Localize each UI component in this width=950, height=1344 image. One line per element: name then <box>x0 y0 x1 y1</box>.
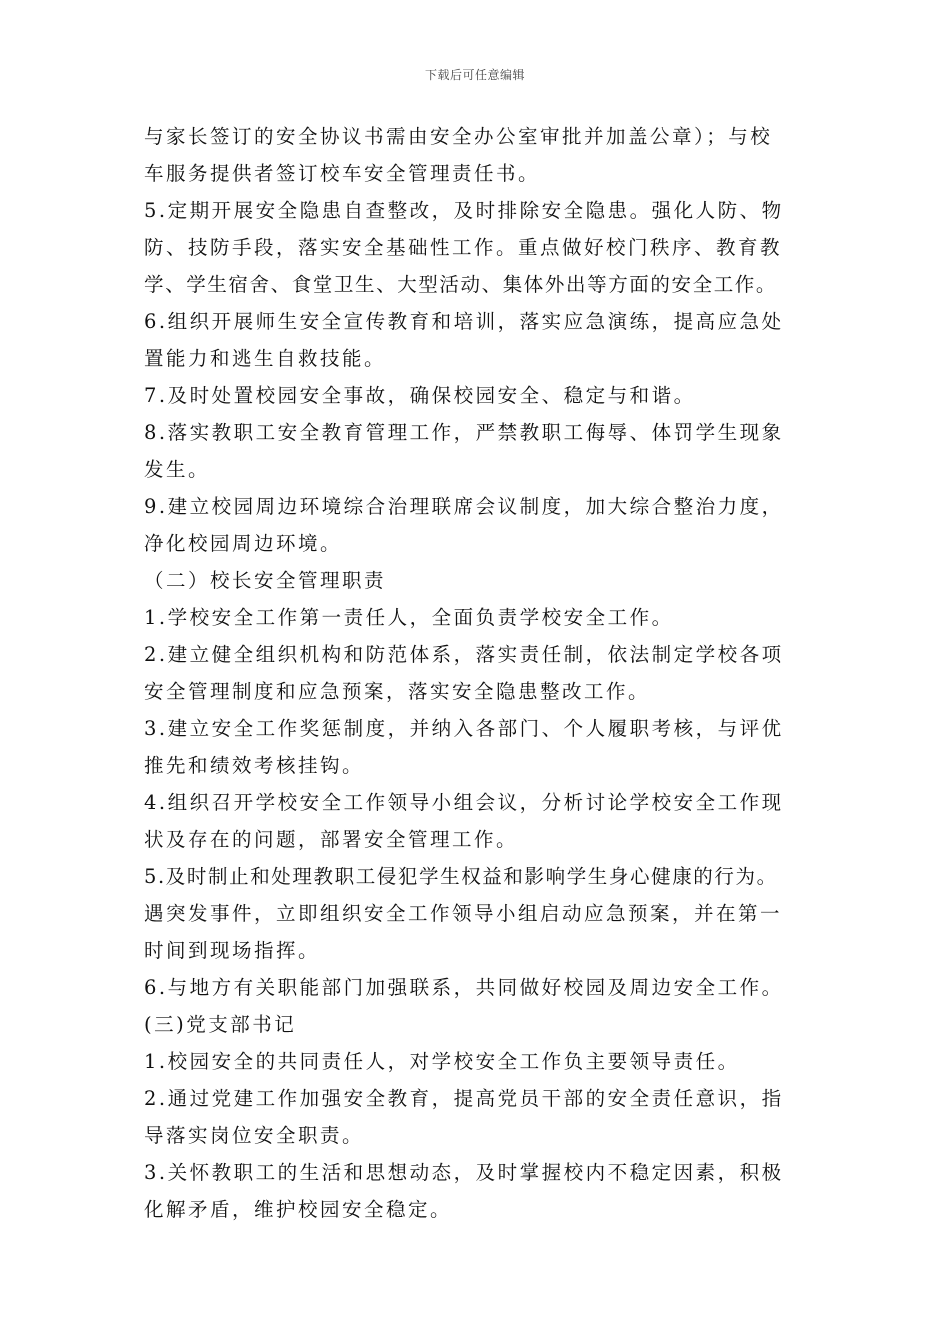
text-line: 导落实岗位安全职责。 <box>144 1124 365 1147</box>
text-line: 1.校园安全的共同责任人，对学校安全工作负主要领导责任。 <box>144 1050 740 1073</box>
text-line: 车服务提供者签订校车安全管理责任书。 <box>144 162 541 185</box>
text-line: 2.建立健全组织机构和防范体系，落实责任制，依法制定学校各项 <box>144 643 784 666</box>
section-heading: (三)党支部书记 <box>144 1013 297 1036</box>
text-line: 8.落实教职工安全教育管理工作，严禁教职工侮辱、体罚学生现象 <box>144 421 784 444</box>
text-line: 6.组织开展师生安全宣传教育和培训，落实应急演练，提高应急处 <box>144 310 784 333</box>
text-line: 9.建立校园周边环境综合治理联席会议制度，加大综合整治力度， <box>144 495 784 518</box>
text-line: 3.建立安全工作奖惩制度，并纳入各部门、个人履职考核，与评优 <box>144 717 784 740</box>
text-line: 与家长签订的安全协议书需由安全办公室审批并加盖公章）；与校 <box>144 125 773 148</box>
text-line: 5.定期开展安全隐患自查整改，及时排除安全隐患。强化人防、物 <box>144 199 784 222</box>
text-line: 净化校园周边环境。 <box>144 532 343 555</box>
text-line: 3.关怀教职工的生活和思想动态，及时掌握校内不稳定因素，积极 <box>144 1161 784 1184</box>
text-line: 遇突发事件，立即组织安全工作领导小组启动应急预案，并在第一 <box>144 902 783 925</box>
text-line: 置能力和逃生自救技能。 <box>144 347 387 370</box>
text-line: 推先和绩效考核挂钩。 <box>144 754 365 777</box>
text-line: 5.及时制止和处理教职工侵犯学生权益和影响学生身心健康的行为。 <box>144 865 778 888</box>
text-line: 2.通过党建工作加强安全教育，提高党员干部的安全责任意识，指 <box>144 1087 784 1110</box>
text-line: 化解矛盾，维护校园安全稳定。 <box>144 1198 453 1221</box>
page-header: 下载后可任意编辑 <box>424 68 525 82</box>
section-heading: （二）校长安全管理职责 <box>144 569 387 592</box>
text-line: 时间到现场指挥。 <box>144 939 321 962</box>
text-line: 安全管理制度和应急预案，落实安全隐患整改工作。 <box>144 680 651 703</box>
text-line: 6.与地方有关职能部门加强联系，共同做好校园及周边安全工作。 <box>144 976 784 999</box>
text-line: 学、学生宿舍、食堂卫生、大型活动、集体外出等方面的安全工作。 <box>144 273 778 296</box>
text-line: 发生。 <box>144 458 211 481</box>
text-line: 防、技防手段，落实安全基础性工作。重点做好校门秩序、教育教 <box>144 236 783 259</box>
text-line: 状及存在的问题，部署安全管理工作。 <box>144 828 519 851</box>
document-body <box>144 118 824 1228</box>
text-line: 1.学校安全工作第一责任人，全面负责学校安全工作。 <box>144 606 674 629</box>
text-line: 7.及时处置校园安全事故，确保校园安全、稳定与和谐。 <box>144 384 696 407</box>
text-line: 4.组织召开学校安全工作领导小组会议，分析讨论学校安全工作现 <box>144 791 784 814</box>
